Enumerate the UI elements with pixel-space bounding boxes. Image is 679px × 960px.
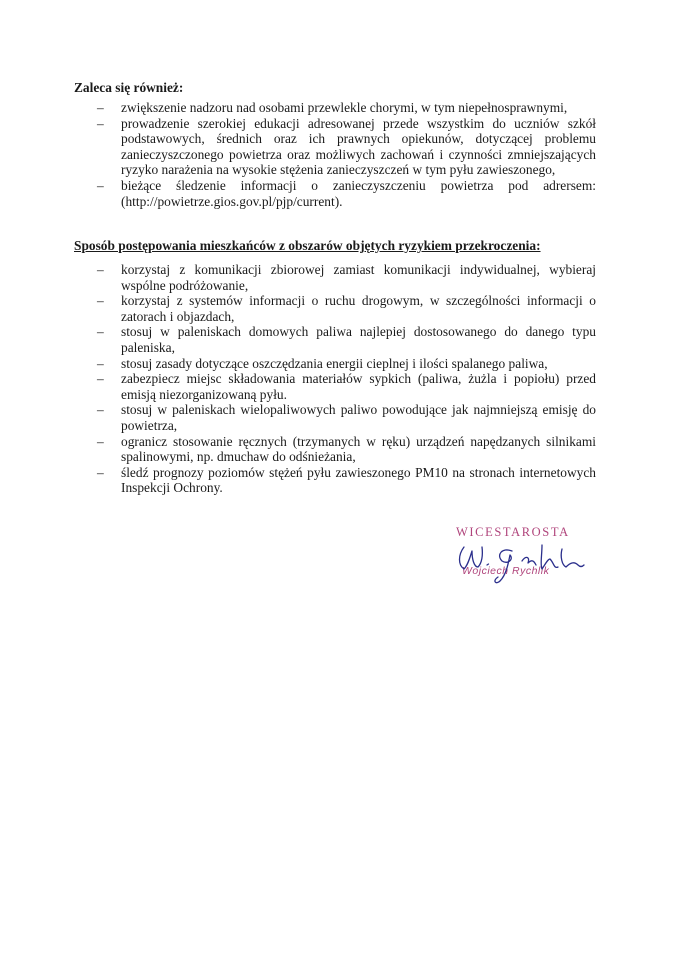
stamp-title: WICESTAROSTA [456,525,570,539]
section-heading-recommendations: Zaleca się również: [74,80,184,95]
list-item-text: korzystaj z systemów informacji o ruchu drogowym, w szczególności informacji o zatorach i objazdach, [121,293,596,324]
list-item [74,371,596,402]
signature-icon [450,525,600,595]
list-item-text: prowadzenie szerokiej edukacji adresowanej przede wszystkim do uczniów szkół podstawowych, średnich oraz ich prawnych opiekunów, dotyczącej problemu zanieczyszczonego powietrza oraz możliwych zachowań i czynności zmniejszających ryzyko narażenia na wysokie stężenia zanieczyszczeń w tym pyłu zawieszonego, [121,115,596,178]
list-item [74,465,596,496]
recommendations-list [74,100,596,209]
bullet-dash: – [97,402,104,418]
official-stamp [450,525,600,595]
bullet-dash: – [97,464,104,480]
list-item-text: stosuj zasady dotyczące oszczędzania energii cieplnej i ilości spalanego paliwa, [121,355,548,371]
list-item-text: bieżące śledzenie informacji o zanieczyszczeniu powietrza pod adrersem: (http://powietrze.gios.gov.pl/pjp/current). [121,177,596,209]
list-item [74,100,596,116]
bullet-dash: – [97,433,104,449]
bullet-dash: – [97,324,104,340]
bullet-dash: – [97,115,104,131]
list-item-text: zabezpiecz miejsc składowania materiałów sypkich (paliwa, żużla i popiołu) przed emisją niezorganizowaną pyłu. [121,371,596,402]
list-item [74,324,596,355]
list-item [74,356,596,372]
list-item [74,402,596,433]
bullet-dash: – [97,293,104,309]
list-item-text: korzystaj z komunikacji zbiorowej zamiast komunikacji indywidualnej, wybieraj wspólne podróżowanie, [121,262,596,293]
list-item-text: śledź prognozy poziomów stężeń pyłu zawieszonego PM10 na stronach internetowych Inspekcji Ochrony. [121,464,596,496]
stamp-name: Wojciech Rychlik [462,565,550,577]
list-item [74,262,596,293]
procedure-list [74,262,596,496]
bullet-dash: – [97,177,104,193]
list-item-text: ogranicz stosowanie ręcznych (trzymanych w ręku) urządzeń napędzanych silnikami spalinowymi, np. dmuchaw do odśnieżania, [121,433,596,465]
list-item [74,293,596,324]
list-item [74,116,596,178]
bullet-dash: – [97,100,104,115]
bullet-dash: – [97,355,104,371]
list-item-text: stosuj w paleniskach domowych paliwa najlepiej dostosowanego do danego typu paleniska, [121,324,596,355]
bullet-dash: – [97,262,104,277]
bullet-dash: – [97,371,104,387]
list-item [74,434,596,465]
section-heading-procedure: Sposób postępowania mieszkańców z obszarów objętych ryzykiem przekroczenia: [74,238,541,253]
list-item-text: zwiększenie nadzoru nad osobami przewlekle chorymi, w tym niepełnosprawnymi, [121,100,568,115]
list-item-text: stosuj w paleniskach wielopaliwowych paliwo powodujące jak najmniejszą emisję do powietrza, [121,402,596,433]
list-item [74,178,596,209]
